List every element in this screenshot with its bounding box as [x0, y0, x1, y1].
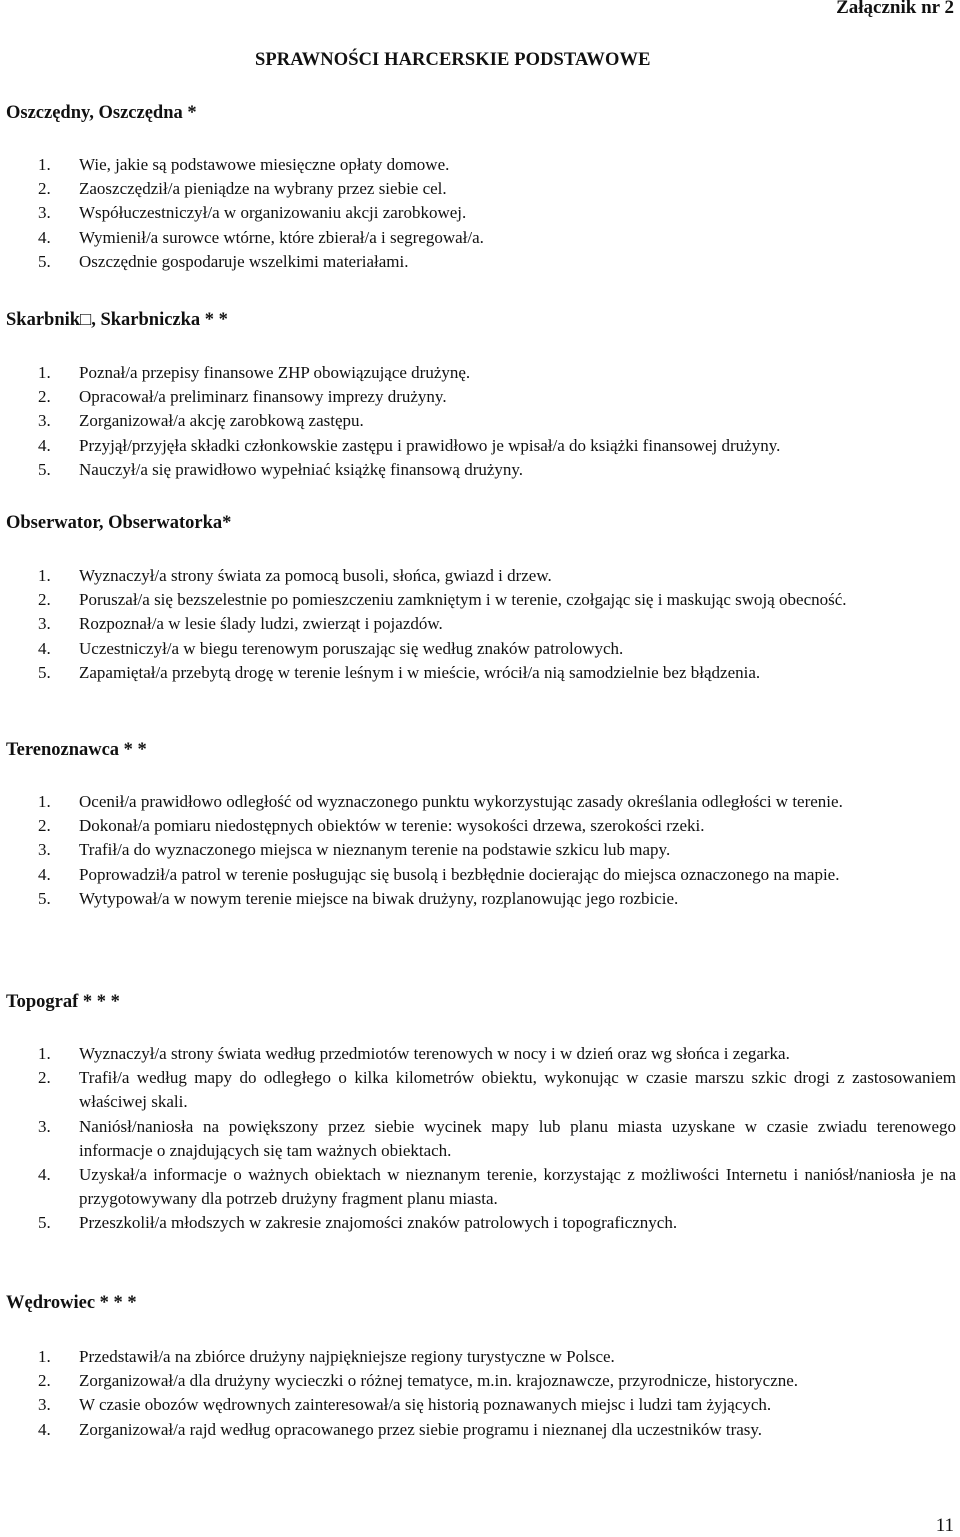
item-text: Zaoszczędził/a pieniądze na wybrany przez siebie cel. [79, 179, 447, 199]
item-text: Uzyskał/a informacje o ważnych obiektach w nieznanym terenie, korzystając z możliwości Internetu i naniósł/naniosła je na przygotowywany dla potrzeb drużyny fragment planu miasta. [79, 1165, 956, 1209]
item-text: Naniósł/naniosła na powiększony przez siebie wycinek mapy lub planu miasta uzyskane w czasie zwiadu terenowego informacje o znajdujących się tam ważnych obiektach. [79, 1116, 956, 1160]
list-item [38, 564, 956, 588]
item-number: 3. [38, 203, 51, 223]
item-number: 3. [38, 411, 51, 431]
list-item [38, 612, 956, 636]
item-number: 2. [38, 179, 51, 199]
item-number: 4. [38, 435, 51, 455]
item-number: 1. [38, 1044, 51, 1063]
item-number: 1. [38, 155, 51, 174]
item-text: Oszczędnie gospodaruje wszelkimi materiałami. [79, 251, 409, 271]
list-item [38, 887, 956, 911]
list-item [38, 153, 956, 177]
item-number: 5. [38, 459, 51, 479]
item-number: 4. [38, 638, 51, 658]
item-number: 2. [38, 590, 51, 610]
list-item [38, 458, 956, 482]
list-item [38, 661, 956, 685]
item-number: 3. [38, 1395, 51, 1415]
list-item [38, 385, 956, 409]
item-text: Współuczestniczył/a w organizowaniu akcji zarobkowej. [79, 203, 467, 223]
item-number: 5. [38, 662, 51, 682]
item-number: 2. [38, 1068, 51, 1088]
item-number: 3. [38, 614, 51, 634]
item-number: 2. [38, 1371, 51, 1391]
list-item [38, 201, 956, 225]
list-item [38, 588, 956, 612]
item-text: Opracował/a preliminarz finansowy imprezy drużyny. [79, 387, 447, 407]
item-text: Zorganizował/a rajd według opracowanego przez siebie programu i nieznanej dla uczestników trasy. [79, 1419, 763, 1439]
requirement-list [38, 153, 956, 274]
item-number: 4. [38, 227, 51, 247]
item-text: Wyznaczył/a strony świata za pomocą busoli, słońca, gwiazd i drzew. [79, 566, 552, 585]
item-text: Poruszał/a się bezszelestnie po pomieszczeniu zamkniętym i w terenie, czołgając się i maskując swoją obecność. [79, 590, 847, 610]
section-heading: Skarbnik□, Skarbniczka * * [6, 310, 228, 330]
item-text: Poznał/a przepisy finansowe ZHP obowiązujące drużynę. [79, 363, 471, 382]
list-item [38, 637, 956, 661]
item-text: Ocenił/a prawidłowo odległość od wyznaczonego punktu wykorzystując zasady określania odległości w terenie. [79, 792, 843, 811]
section-heading: Terenoznawca * * [6, 740, 147, 760]
list-item [38, 1163, 956, 1211]
item-number: 5. [38, 251, 51, 271]
list-item [38, 1066, 956, 1114]
item-text: Zorganizował/a dla drużyny wycieczki o różnej tematyce, m.in. krajoznawcze, przyrodnicze, historyczne. [79, 1371, 799, 1391]
list-item [38, 814, 956, 838]
item-text: Przyjął/przyjęła składki członkowskie zastępu i prawidłowo je wpisał/a do książki finansowej drużyny. [79, 435, 781, 455]
item-text: Trafił/a do wyznaczonego miejsca w nieznanym terenie na podstawie szkicu lub mapy. [79, 840, 671, 860]
list-item [38, 434, 956, 458]
section-heading: Oszczędny, Oszczędna * [6, 103, 197, 123]
item-text: Uczestniczył/a w biegu terenowym poruszając się według znaków patrolowych. [79, 638, 624, 658]
item-text: Wytypował/a w nowym terenie miejsce na biwak drużyny, rozplanowując jego rozbicie. [79, 888, 679, 908]
list-item [38, 226, 956, 250]
item-number: 5. [38, 1213, 51, 1233]
list-item [38, 250, 956, 274]
section-heading: Wędrowiec * * * [6, 1293, 137, 1313]
list-item [38, 1042, 956, 1066]
list-item [38, 1418, 956, 1442]
requirement-list [38, 1042, 956, 1236]
item-number: 2. [38, 387, 51, 407]
item-number: 1. [38, 792, 51, 811]
list-item [38, 863, 956, 887]
item-number: 4. [38, 1419, 51, 1439]
item-text: Przedstawił/a na zbiórce drużyny najpiękniejsze regiony turystyczne w Polsce. [79, 1347, 615, 1366]
item-number: 2. [38, 816, 51, 836]
requirement-list [38, 564, 956, 685]
item-text: Nauczył/a się prawidłowo wypełniać książkę finansową drużyny. [79, 459, 524, 479]
item-text: Rozpoznał/a w lesie ślady ludzi, zwierząt i pojazdów. [79, 614, 443, 634]
list-item [38, 838, 956, 862]
list-item [38, 1393, 956, 1417]
requirement-list [38, 1345, 956, 1442]
item-number: 4. [38, 1165, 51, 1185]
item-number: 4. [38, 864, 51, 884]
item-text: Wyznaczył/a strony świata według przedmiotów terenowych w nocy i w dzień oraz wg słońca i zegarka. [79, 1044, 790, 1063]
item-text: Wymienił/a surowce wtórne, które zbierał/a i segregował/a. [79, 227, 484, 247]
item-text: Zapamiętał/a przebytą drogę w terenie leśnym i w mieście, wrócił/a nią samodzielnie bez błądzenia. [79, 662, 761, 682]
item-text: Dokonał/a pomiaru niedostępnych obiektów w terenie: wysokości drzewa, szerokości rzeki. [79, 816, 705, 836]
item-text: Poprowadził/a patrol w terenie posługując się busolą i bezbłędnie docierając do miejsca oznaczonego na mapie. [79, 864, 840, 884]
item-number: 1. [38, 363, 51, 382]
item-number: 5. [38, 888, 51, 908]
list-item [38, 790, 956, 814]
requirement-list [38, 790, 956, 911]
section-heading: Obserwator, Obserwatorka* [6, 513, 232, 533]
item-number: 1. [38, 566, 51, 585]
page-number: 11 [935, 1515, 954, 1536]
section-heading: Topograf * * * [6, 992, 120, 1012]
list-item [38, 177, 956, 201]
list-item [38, 1345, 956, 1369]
requirement-list [38, 361, 956, 482]
item-text: W czasie obozów wędrownych zainteresował/a się historią poznawanych miejsc i ludzi tam żyjących. [79, 1395, 772, 1415]
item-number: 1. [38, 1347, 51, 1366]
page-title: SPRAWNOŚCI HARCERSKIE PODSTAWOWE [255, 50, 651, 70]
list-item [38, 1211, 956, 1235]
annex-label: Załącznik nr 2 [836, 0, 954, 18]
item-text: Przeszkolił/a młodszych w zakresie znajomości znaków patrolowych i topograficznych. [79, 1213, 678, 1233]
list-item [38, 1115, 956, 1163]
list-item [38, 1369, 956, 1393]
item-text: Zorganizował/a akcję zarobkową zastępu. [79, 411, 364, 431]
item-text: Trafił/a według mapy do odległego o kilka kilometrów obiektu, wykonując w czasie marszu szkic drogi z zastosowaniem właściwej skali. [79, 1068, 956, 1112]
item-text: Wie, jakie są podstawowe miesięczne opłaty domowe. [79, 155, 450, 174]
item-number: 3. [38, 840, 51, 860]
item-number: 3. [38, 1116, 51, 1136]
list-item [38, 361, 956, 385]
list-item [38, 409, 956, 433]
